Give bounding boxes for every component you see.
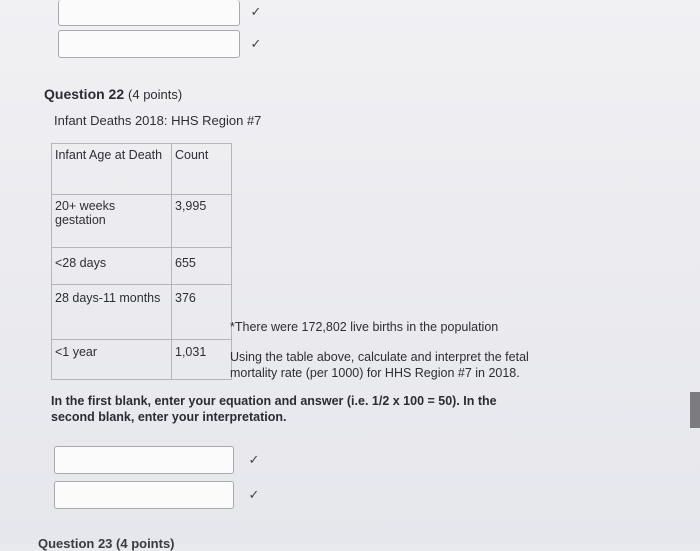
- question-heading: [44, 86, 182, 102]
- table-header-row: [52, 144, 232, 195]
- question-number: Question 22: [44, 86, 125, 102]
- answer-blank-equation[interactable]: [54, 446, 234, 474]
- page-scrollbar[interactable]: [690, 392, 700, 428]
- table-row: [52, 340, 232, 380]
- table-title: Infant Deaths 2018: HHS Region #7: [54, 113, 262, 128]
- table-cell-age: <1 year: [52, 340, 172, 380]
- infant-deaths-table: [51, 143, 232, 380]
- table-cell-age: 28 days-11 months: [52, 285, 172, 340]
- live-births-note: *There were 172,802 live births in the population: [230, 320, 499, 334]
- table-cell-count: 3,995: [172, 195, 232, 248]
- spellcheck-icon[interactable]: ✓: [250, 37, 262, 52]
- spellcheck-icon[interactable]: ✓: [248, 488, 260, 503]
- answer-instructions: In the first blank, enter your equation and answer (i.e. 1/2 x 100 = 50). In the second blank, enter your interpretation.: [51, 394, 497, 424]
- table-cell-age: 20+ weeks gestation: [52, 195, 172, 248]
- table-cell-count: 655: [172, 248, 232, 285]
- table-row: [52, 285, 232, 340]
- table-header-count: Count: [172, 144, 232, 195]
- previous-answer-blank-1[interactable]: [58, 0, 240, 26]
- next-question-heading: Question 23 (4 points): [38, 536, 175, 551]
- table-row: [52, 248, 232, 285]
- spellcheck-icon[interactable]: ✓: [250, 5, 262, 20]
- table-cell-count: 1,031: [172, 340, 232, 380]
- table-header-age: Infant Age at Death: [52, 144, 172, 195]
- table-row: [52, 195, 232, 248]
- question-prompt: Using the table above, calculate and interpret the fetal mortality rate (per 1000) for HHS Region #7 in 2018.: [230, 350, 529, 380]
- spellcheck-icon[interactable]: ✓: [248, 453, 260, 468]
- previous-answer-blank-2[interactable]: [58, 30, 240, 58]
- question-points: (4 points): [128, 87, 183, 102]
- answer-blank-interpretation[interactable]: [54, 481, 234, 509]
- table-cell-age: <28 days: [52, 248, 172, 285]
- table-cell-count: 376: [172, 285, 232, 340]
